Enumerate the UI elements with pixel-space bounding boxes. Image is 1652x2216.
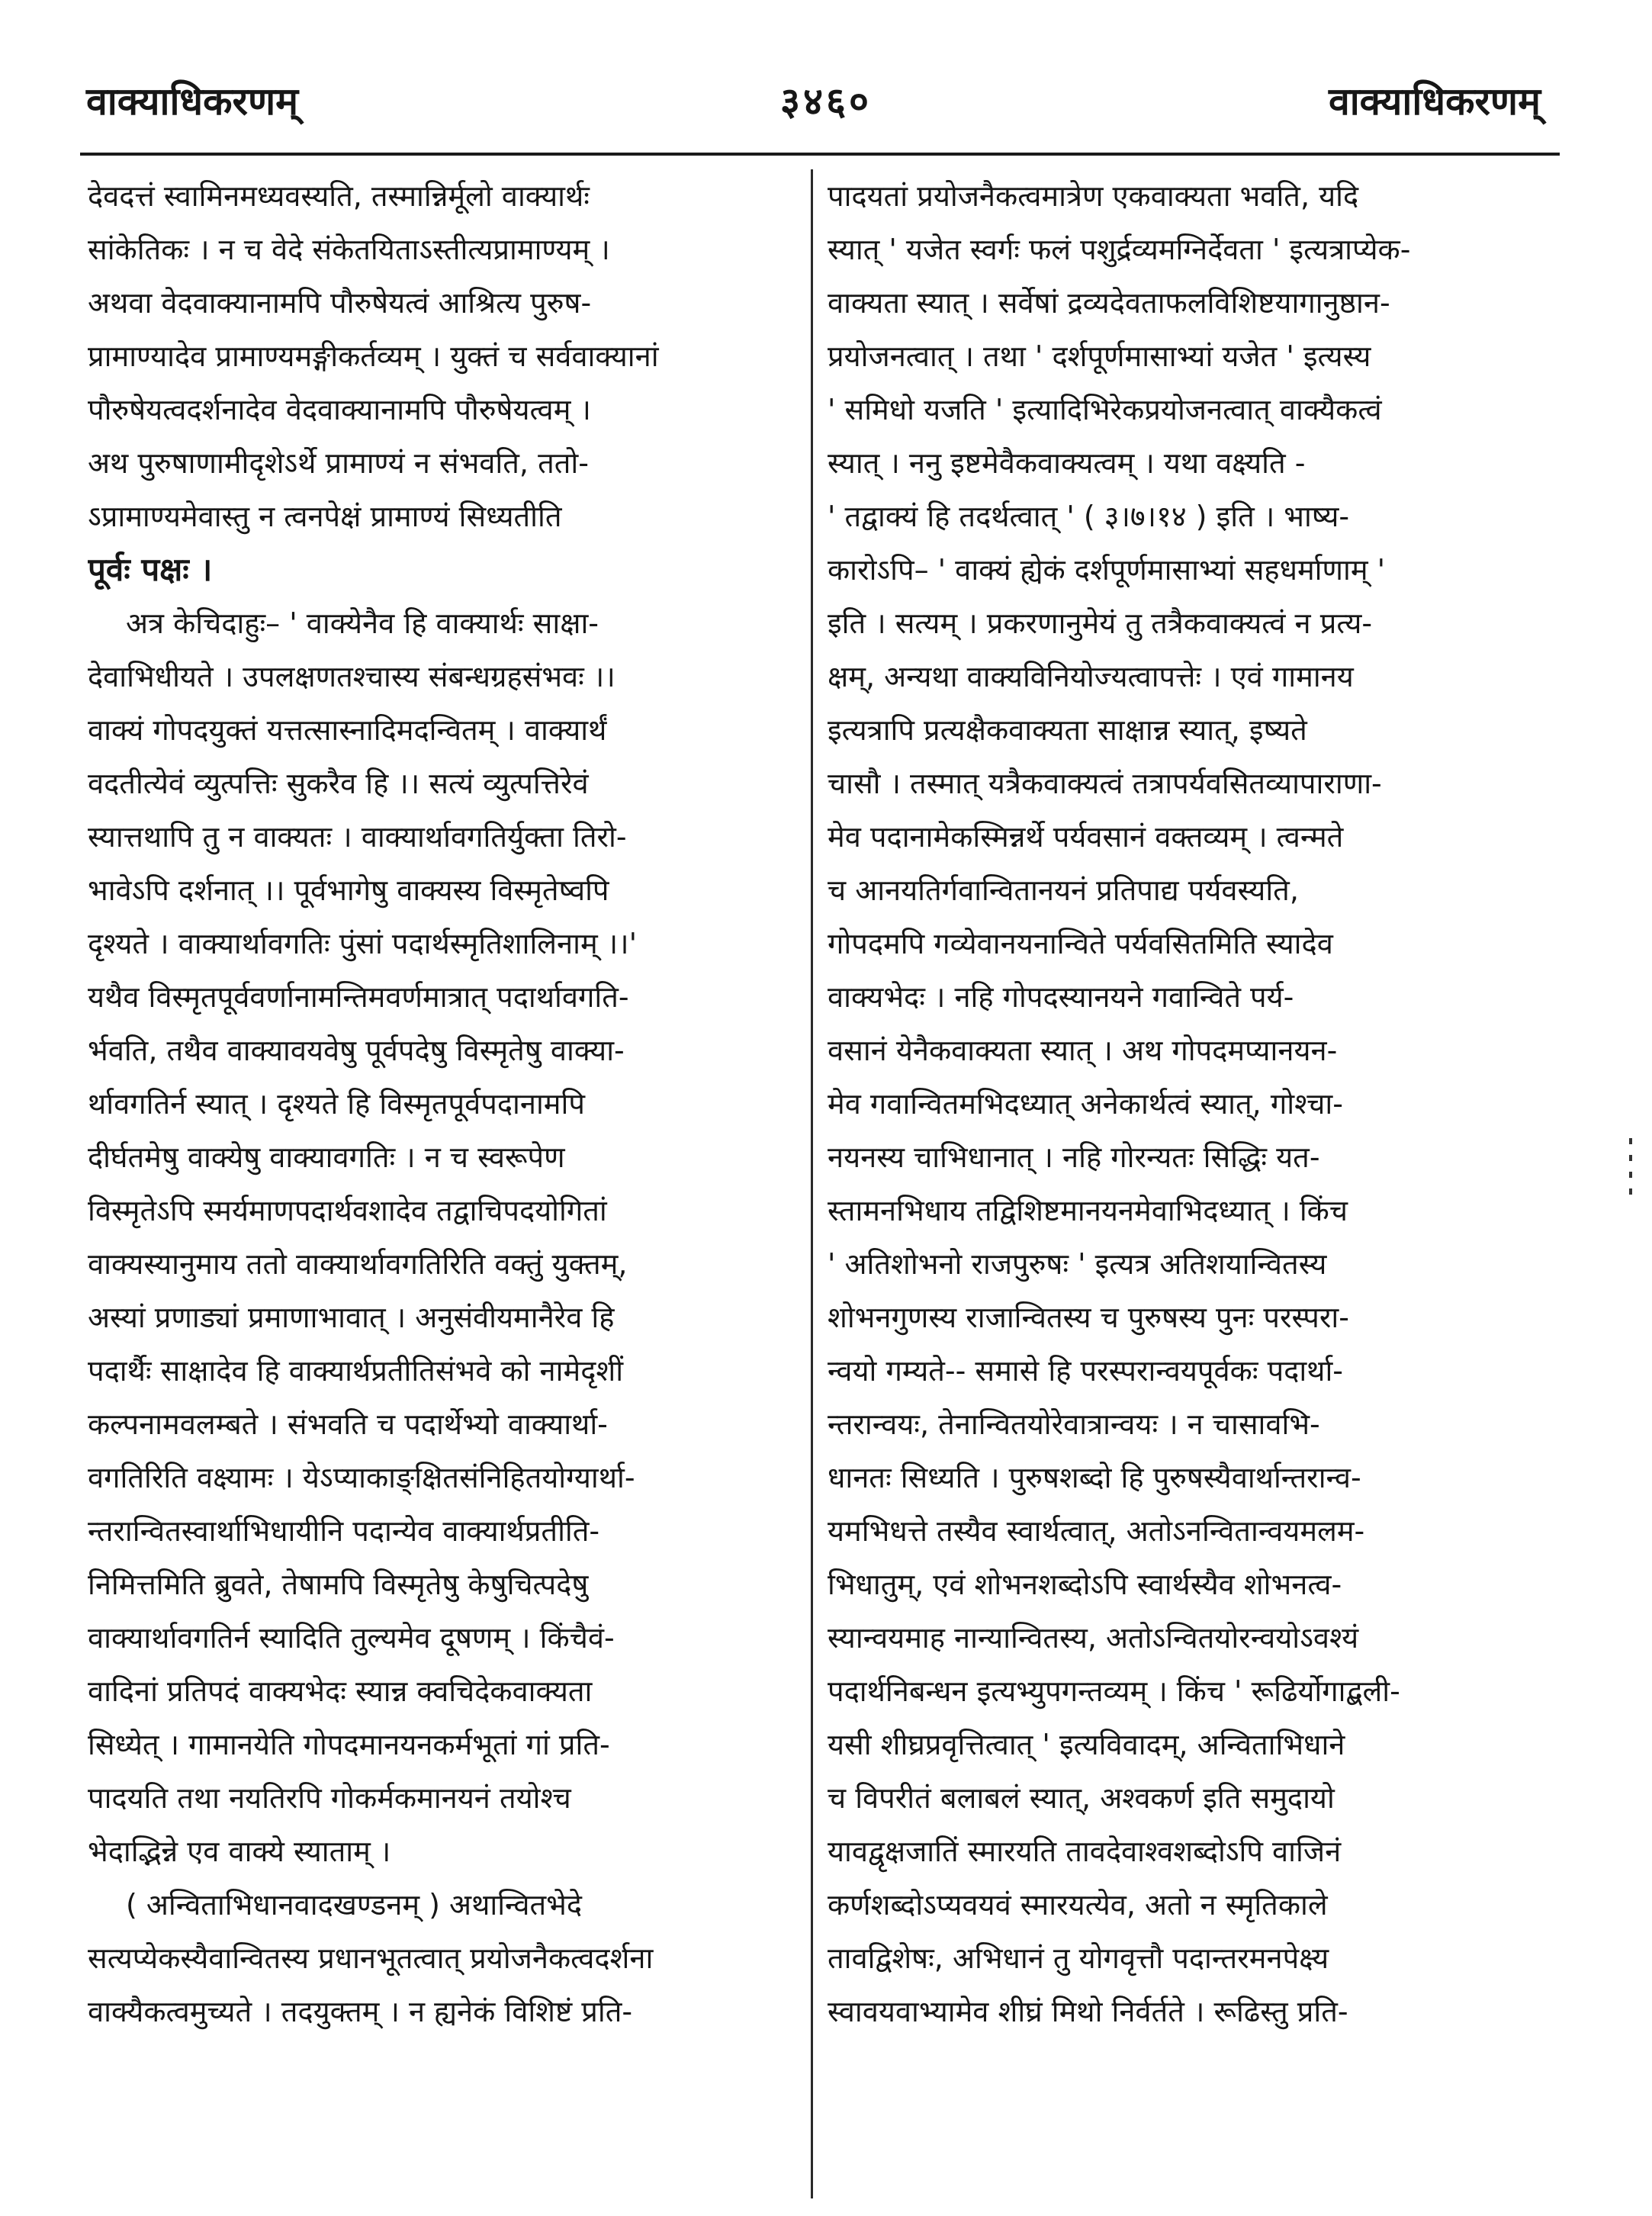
text-line: कल्पनामवलम्बते । संभवति च पदार्थेभ्यो वाक्यार्था- [88, 1407, 608, 1441]
page-header [0, 67, 1652, 136]
text-line: शोभनगुणस्य राजान्वितस्य च पुरुषस्य पुनः परस्परा- [828, 1301, 1349, 1334]
text-line: पूर्वः पक्षः । [88, 551, 213, 588]
text-line: यावद्वृक्षजातिं स्मारयति तावदेवाश्वशब्दोऽपि वाजिनं [828, 1835, 1342, 1868]
text-line: भेदाद्भिन्ने एव वाक्ये स्याताम् । [88, 1835, 391, 1868]
text-line: ऽप्रामाण्यमेवास्तु न त्वनपेक्षं प्रामाण्यं सिध्यतीति [88, 500, 562, 533]
text-line: विस्मृतेऽपि स्मर्यमाणपदार्थवशादेव तद्वाचिपदयोगितां [88, 1194, 607, 1227]
text-line: स्यात् ' यजेत स्वर्गः फलं पशुर्द्रव्यमग्निर्देवता ' इत्यत्राप्येक- [828, 233, 1411, 266]
text-line: वसानं येनैकवाक्यता स्यात् । अथ गोपदमप्यानयन- [828, 1034, 1338, 1067]
text-line: देवाभिधीयते । उपलक्षणतश्चास्य संबन्धग्रहसंभवः ।। [88, 660, 615, 693]
text-line: भावेऽपि दर्शनात् ।। पूर्वभागेषु वाक्यस्य विस्मृतेष्वपि [88, 873, 609, 907]
text-line: प्रयोजनत्वात् । तथा ' दर्शपूर्णमासाभ्यां यजेत ' इत्यस्य [828, 339, 1371, 373]
text-line: वाक्यता स्यात् । सर्वेषां द्रव्यदेवताफलविशिष्टयागानुष्ठान- [828, 286, 1390, 320]
text-line: मेव गवान्वितमभिदध्यात् अनेकार्थत्वं स्यात्, गोश्चा- [828, 1087, 1343, 1121]
text-line: सांकेतिकः । न च वेदे संकेतयिताऽस्तीत्यप्रामाण्यम् । [88, 233, 610, 266]
text-line: ( अन्विताभिधानवादखण्डनम् ) अथान्वितभेदे [126, 1888, 583, 1922]
text-line: पादयतां प्रयोजनैकत्वमात्रेण एकवाक्यता भवति, यदि [828, 179, 1359, 213]
left-text-column [88, 169, 789, 2038]
text-line: अथ पुरुषाणामीदृशेऽर्थे प्रामाण्यं न संभवति, ततो- [88, 446, 589, 480]
page-number: ३४६० [780, 79, 872, 124]
text-line: अथवा वेदवाक्यानामपि पौरुषेयत्वं आश्रित्य पुरुष- [88, 286, 592, 320]
text-line: च विपरीतं बलाबलं स्यात्, अश्वकर्ण इति समुदायो [828, 1781, 1335, 1815]
text-line: इति । सत्यम् । प्रकरणानुमेयं तु तत्रैकवाक्यत्वं न प्रत्य- [828, 606, 1373, 640]
text-line: यसी शीघ्रप्रवृत्तित्वात् ' इत्यविवादम्, अन्विताभिधाने [828, 1728, 1345, 1761]
text-line: देवदत्तं स्वामिनमध्यवस्यति, तस्मान्निर्मूलो वाक्यार्थः [88, 179, 590, 213]
text-line: वदतीत्येवं व्युत्पत्तिः सुकरैव हि ।। सत्यं व्युत्पत्तिरेवं [88, 767, 589, 800]
text-line: र्भवति, तथैव वाक्यावयवेषु पूर्वपदेषु विस्मृतेषु वाक्या- [88, 1034, 625, 1067]
text-line: स्यात्तथापि तु न वाक्यतः । वाक्यार्थावगतिर्युक्ता तिरो- [88, 820, 627, 854]
text-line: अत्र केचिदाहुः– ' वाक्येनैव हि वाक्यार्थः साक्षा- [126, 606, 599, 640]
text-line: वाक्यस्यानुमाय ततो वाक्यार्थावगतिरिति वक्तुं युक्तम्, [88, 1247, 628, 1281]
text-line: भिधातुम्, एवं शोभनशब्दोऽपि स्वार्थस्यैव शोभनत्व- [828, 1568, 1342, 1601]
text-line: धानतः सिध्यति । पुरुषशब्दो हि पुरुषस्यैवार्थान्तरान्व- [828, 1461, 1361, 1494]
text-line: कारोऽपि– ' वाक्यं ह्येकं दर्शपूर्णमासाभ्यां सहधर्माणाम् ' [828, 553, 1386, 587]
text-line: यमभिधत्ते तस्यैव स्वार्थत्वात्, अतोऽनन्वितान्वयमलम- [828, 1514, 1365, 1548]
text-line: यथैव विस्मृतपूर्ववर्णानामन्तिमवर्णमात्रात् पदार्थावगति- [88, 980, 629, 1014]
header-rule [80, 153, 1560, 156]
text-line: वाक्यभेदः । नहि गोपदस्यानयने गवान्विते पर्य- [828, 980, 1294, 1014]
text-line: र्थावगतिर्न स्यात् । दृश्यते हि विस्मृतपूर्वपदानामपि [88, 1087, 585, 1121]
text-line: तावद्विशेषः, अभिधानं तु योगवृत्तौ पदान्तरमनपेक्ष्य [828, 1941, 1329, 1975]
text-line: मेव पदानामेकस्मिन्नर्थे पर्यवसानं वक्तव्यम् । त्वन्मते [828, 820, 1344, 854]
text-line: दृश्यते । वाक्यार्थावगतिः पुंसां पदार्थस्मृतिशालिनाम् ।।' [88, 927, 638, 960]
text-line: ' तद्वाक्यं हि तदर्थत्वात् ' ( ३।७।१४ ) इति । भाष्य- [828, 500, 1350, 533]
text-line: निमित्तमिति ब्रुवते, तेषामपि विस्मृतेषु केषुचित्पदेषु [88, 1568, 589, 1601]
text-line: च आनयतिर्गवान्वितानयनं प्रतिपाद्य पर्यवस्यति, [828, 873, 1299, 907]
text-line: सिध्येत् । गामानयेति गोपदमानयनकर्मभूतां गां प्रति- [88, 1728, 610, 1761]
text-line: वाक्यार्थावगतिर्न स्यादिति तुल्यमेव दूषणम् । किंचैवं- [88, 1621, 615, 1655]
text-line: कर्णशब्दोऽप्यवयवं स्मारयत्येव, अतो न स्मृतिकाले [828, 1888, 1328, 1922]
running-title-right: वाक्याधिकरणम् [1328, 79, 1541, 124]
text-line: ' अतिशोभनो राजपुरुषः ' इत्यत्र अतिशयान्वितस्य [828, 1247, 1327, 1281]
text-line: ' समिधो यजति ' इत्यादिभिरेकप्रयोजनत्वात् वाक्यैकत्वं [828, 393, 1382, 426]
text-line: दीर्घतमेषु वाक्येषु वाक्यावगतिः । न च स्वरूपेण [88, 1140, 565, 1174]
margin-specks [1629, 1138, 1632, 1230]
text-line: पौरुषेयत्वदर्शनादेव वेदवाक्यानामपि पौरुषेयत्वम् । [88, 393, 591, 426]
text-line: स्यात् । ननु इष्टमेवैकवाक्यत्वम् । यथा वक्ष्यति - [828, 446, 1306, 480]
right-text-column [828, 169, 1529, 2038]
text-line: नयनस्य चाभिधानात् । नहि गोरन्यतः सिद्धिः यत- [828, 1140, 1320, 1174]
text-line: अस्यां प्रणाड्यां प्रमाणाभावात् । अनुसंवीयमानैरेव हि [88, 1301, 615, 1334]
column-divider [811, 169, 813, 2198]
text-line: पदार्थैः साक्षादेव हि वाक्यार्थप्रतीतिसंभवे को नामेदृशीं [88, 1354, 624, 1388]
text-line: वाक्यं गोपदयुक्तं यत्तत्सास्नादिमदन्वितम् । वाक्यार्थं [88, 713, 607, 747]
text-line: न्वयो गम्यते-- समासे हि परस्परान्वयपूर्वकः पदार्था- [828, 1354, 1344, 1388]
text-line: क्षम्, अन्यथा वाक्यविनियोज्यत्वापत्तेः । एवं गामानय [828, 660, 1354, 693]
text-line: स्वावयवाभ्यामेव शीघ्रं मिथो निर्वर्तते । रूढिस्तु प्रति- [828, 1995, 1348, 2028]
text-line: गोपदमपि गव्येवानयनान्विते पर्यवसितमिति स्यादेव [828, 927, 1333, 960]
running-title-left: वाक्याधिकरणम् [86, 79, 299, 124]
text-line: चासौ । तस्मात् यत्रैकवाक्यत्वं तत्रापर्यवसितव्यापाराणा- [828, 767, 1382, 800]
text-line: इत्यत्रापि प्रत्यक्षैकवाक्यता साक्षान्न स्यात्, इष्यते [828, 713, 1307, 747]
text-line: वगतिरिति वक्ष्यामः । येऽप्याकाङ्क्षितसंनिहितयोग्यार्था- [88, 1461, 635, 1494]
text-line: पादयति तथा नयतिरपि गोकर्मकमानयनं तयोश्च [88, 1781, 571, 1815]
text-line: न्तरान्वितस्वार्थाभिधायीनि पदान्येव वाक्यार्थप्रतीति- [88, 1514, 600, 1548]
text-line: वाक्यैकत्वमुच्यते । तदयुक्तम् । न ह्यनेकं विशिष्टं प्रति- [88, 1995, 633, 2028]
text-line: स्यान्वयमाह नान्यान्वितस्य, अतोऽन्वितयोरन्वयोऽवश्यं [828, 1621, 1359, 1655]
text-line: सत्यप्येकस्यैवान्वितस्य प्रधानभूतत्वात् प्रयोजनैकत्वदर्शना [88, 1941, 654, 1975]
text-line: स्तामनभिधाय तद्विशिष्टमानयनमेवाभिदध्यात् । किंच [828, 1194, 1348, 1227]
text-line: न्तरान्वयः, तेनान्वितयोरेवात्रान्वयः । न चासावभि- [828, 1407, 1320, 1441]
text-line: पदार्थनिबन्धन इत्यभ्युपगन्तव्यम् । किंच ' रूढिर्योगाद्बली- [828, 1674, 1400, 1708]
text-line: वादिनां प्रतिपदं वाक्यभेदः स्यान्न क्वचिदेकवाक्यता [88, 1674, 593, 1708]
text-line: प्रामाण्यादेव प्रामाण्यमङ्गीकर्तव्यम् । युक्तं च सर्ववाक्यानां [88, 339, 659, 373]
